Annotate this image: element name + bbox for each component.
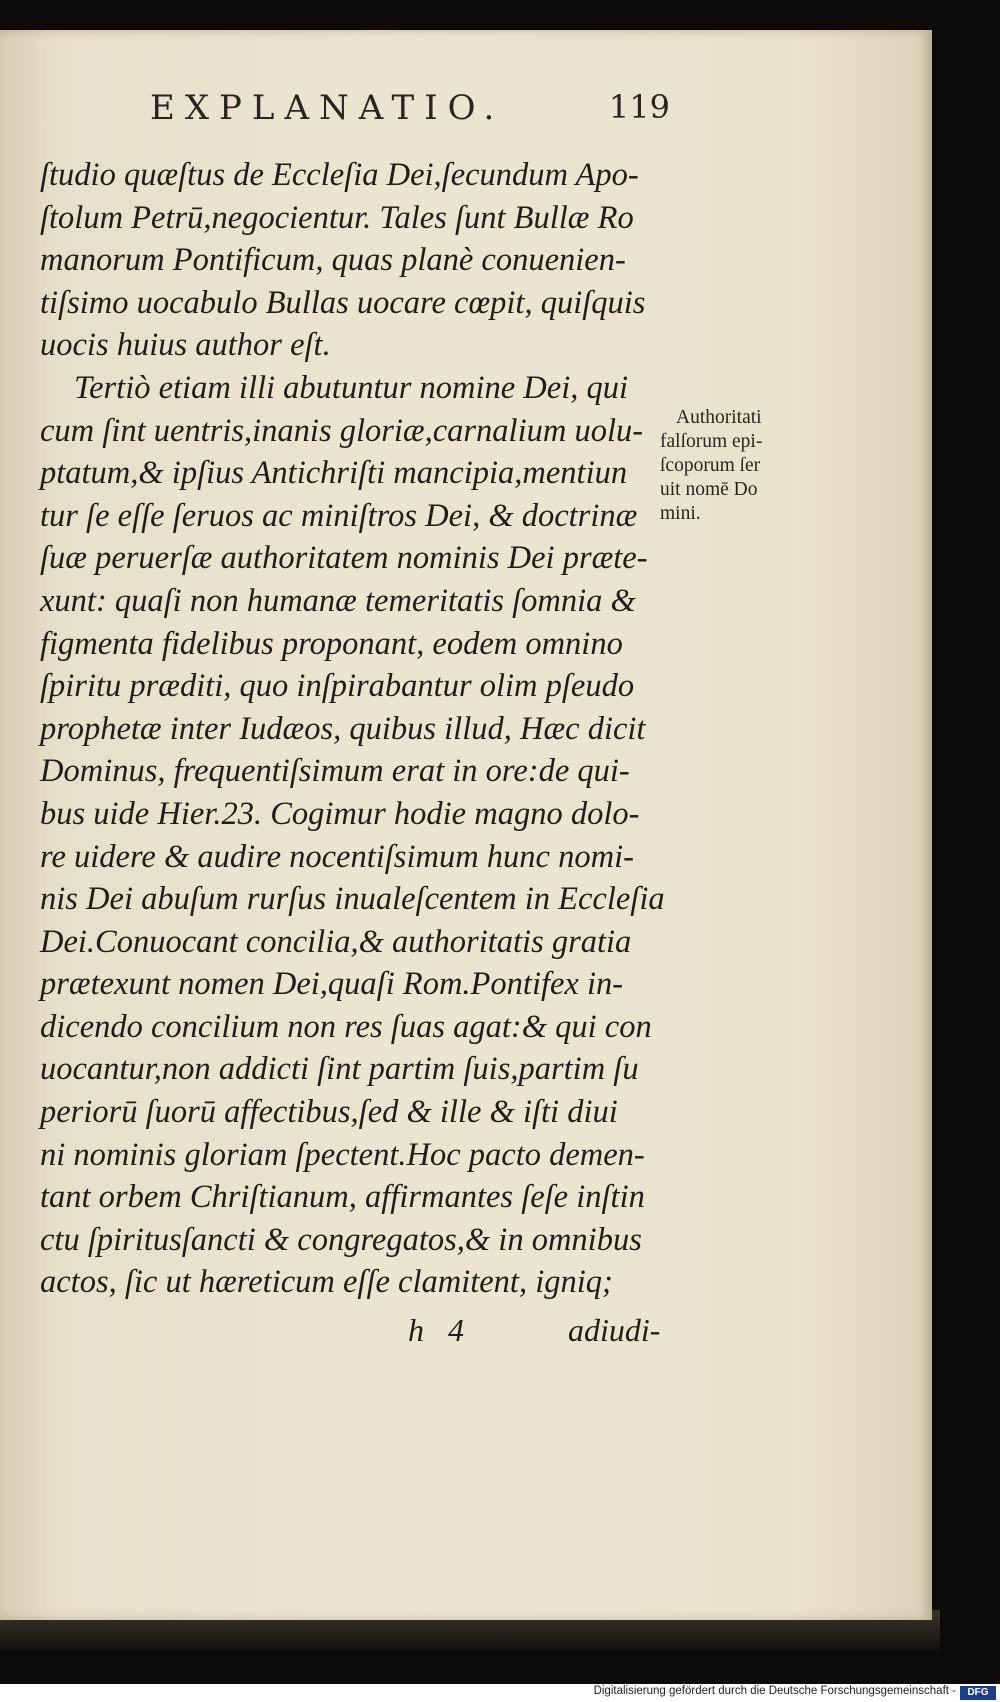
text-line: re uidere & audire nocentiſsimum hunc nomi-: [40, 838, 634, 875]
marginal-note-line: Authoritati: [676, 407, 762, 428]
catchword: adiudi-: [568, 1312, 661, 1348]
text-line: tur ſe eſſe ſeruos ac miniſtros Dei, & doctrinæ: [40, 497, 638, 534]
text-line: Tertiò etiam illi abutuntur nomine Dei, qui: [74, 369, 629, 406]
book-page: [0, 30, 932, 1620]
marginal-note-line: uit nomē Do: [660, 479, 758, 500]
funding-credit: Digitalisierung gefördert durch die Deutsche Forschungsgemeinschaft -: [593, 1685, 956, 1697]
text-line: ſtudio quæſtus de Eccleſia Dei,ſecundum Apo-: [40, 157, 639, 193]
text-line: dicendo concilium non res ſuas agat:& qui con: [40, 1008, 652, 1045]
text-line: ctu ſpiritusſancti & congregatos,& in omnibus: [40, 1221, 642, 1258]
text-line: tant orbem Chriſtianum, affirmantes ſeſe inſtin: [40, 1179, 645, 1216]
text-line: uocantur,non addicti ſint partim ſuis,partim ſu: [40, 1051, 639, 1088]
marginal-note: [660, 406, 820, 526]
text-line: bus uide Hier.23. Cogimur hodie magno dolo-: [40, 795, 640, 832]
marginal-note-line: falſorum epi-: [660, 431, 763, 452]
text-line: periorū ſuorū affectibus,ſed & ille & iſti diui: [40, 1094, 618, 1131]
marginal-note-line: mini.: [660, 503, 701, 524]
digitization-footer: [0, 1684, 1000, 1702]
text-line: xunt: quaſi non humanæ temeritatis ſomnia &: [40, 582, 636, 619]
running-head: [150, 88, 670, 138]
text-line: ſpiritu præditi, quo inſpirabantur olim pſeudo: [40, 668, 635, 705]
running-title: EXPLANATIO.: [150, 88, 505, 128]
catchword-line: [0, 1312, 670, 1356]
text-line: ſuæ peruerſæ authoritatem nominis Dei præte-: [40, 540, 648, 577]
text-line: figmenta fidelibus proponant, eodem omnino: [40, 625, 623, 662]
signature-mark: h 4: [408, 1312, 464, 1348]
page-number: 119: [608, 88, 670, 126]
text-line: ptatum,& ipſius Antichriſti mancipia,mentiun: [40, 455, 628, 492]
text-line: Dominus, frequentiſsimum erat in ore:de qui-: [40, 753, 630, 790]
text-line: actos, ſic ut hæreticum eſſe clamitent, igniq;: [40, 1264, 613, 1301]
dfg-logo-icon: DFG: [960, 1686, 996, 1700]
body-text: [40, 154, 665, 1304]
text-line: manorum Pontificum, quas planè conuenien-: [40, 242, 626, 279]
text-line: nis Dei abuſum rurſus inualeſcentem in Eccleſia: [40, 881, 665, 918]
text-line: tiſsimo uocabulo Bullas uocare cœpit, quiſquis: [40, 284, 646, 321]
text-line: prætexunt nomen Dei,quaſi Rom.Pontifex in-: [40, 966, 624, 1003]
text-line: prophetæ inter Iudæos, quibus illud, Hæc dicit: [40, 710, 646, 747]
text-line: Dei.Conuocant concilia,& authoritatis gratia: [40, 923, 632, 960]
text-line: ni nominis gloriam ſpectent.Hoc pacto demen-: [40, 1136, 645, 1173]
text-line: ſtolum Petrū,negocientur. Tales ſunt Bullæ Ro: [40, 199, 634, 236]
text-line: uocis huius author eſt.: [40, 327, 331, 364]
marginal-note-line: ſcoporum ſer: [660, 455, 761, 476]
text-line: cum ſint uentris,inanis gloriæ,carnalium uolu-: [40, 412, 644, 449]
